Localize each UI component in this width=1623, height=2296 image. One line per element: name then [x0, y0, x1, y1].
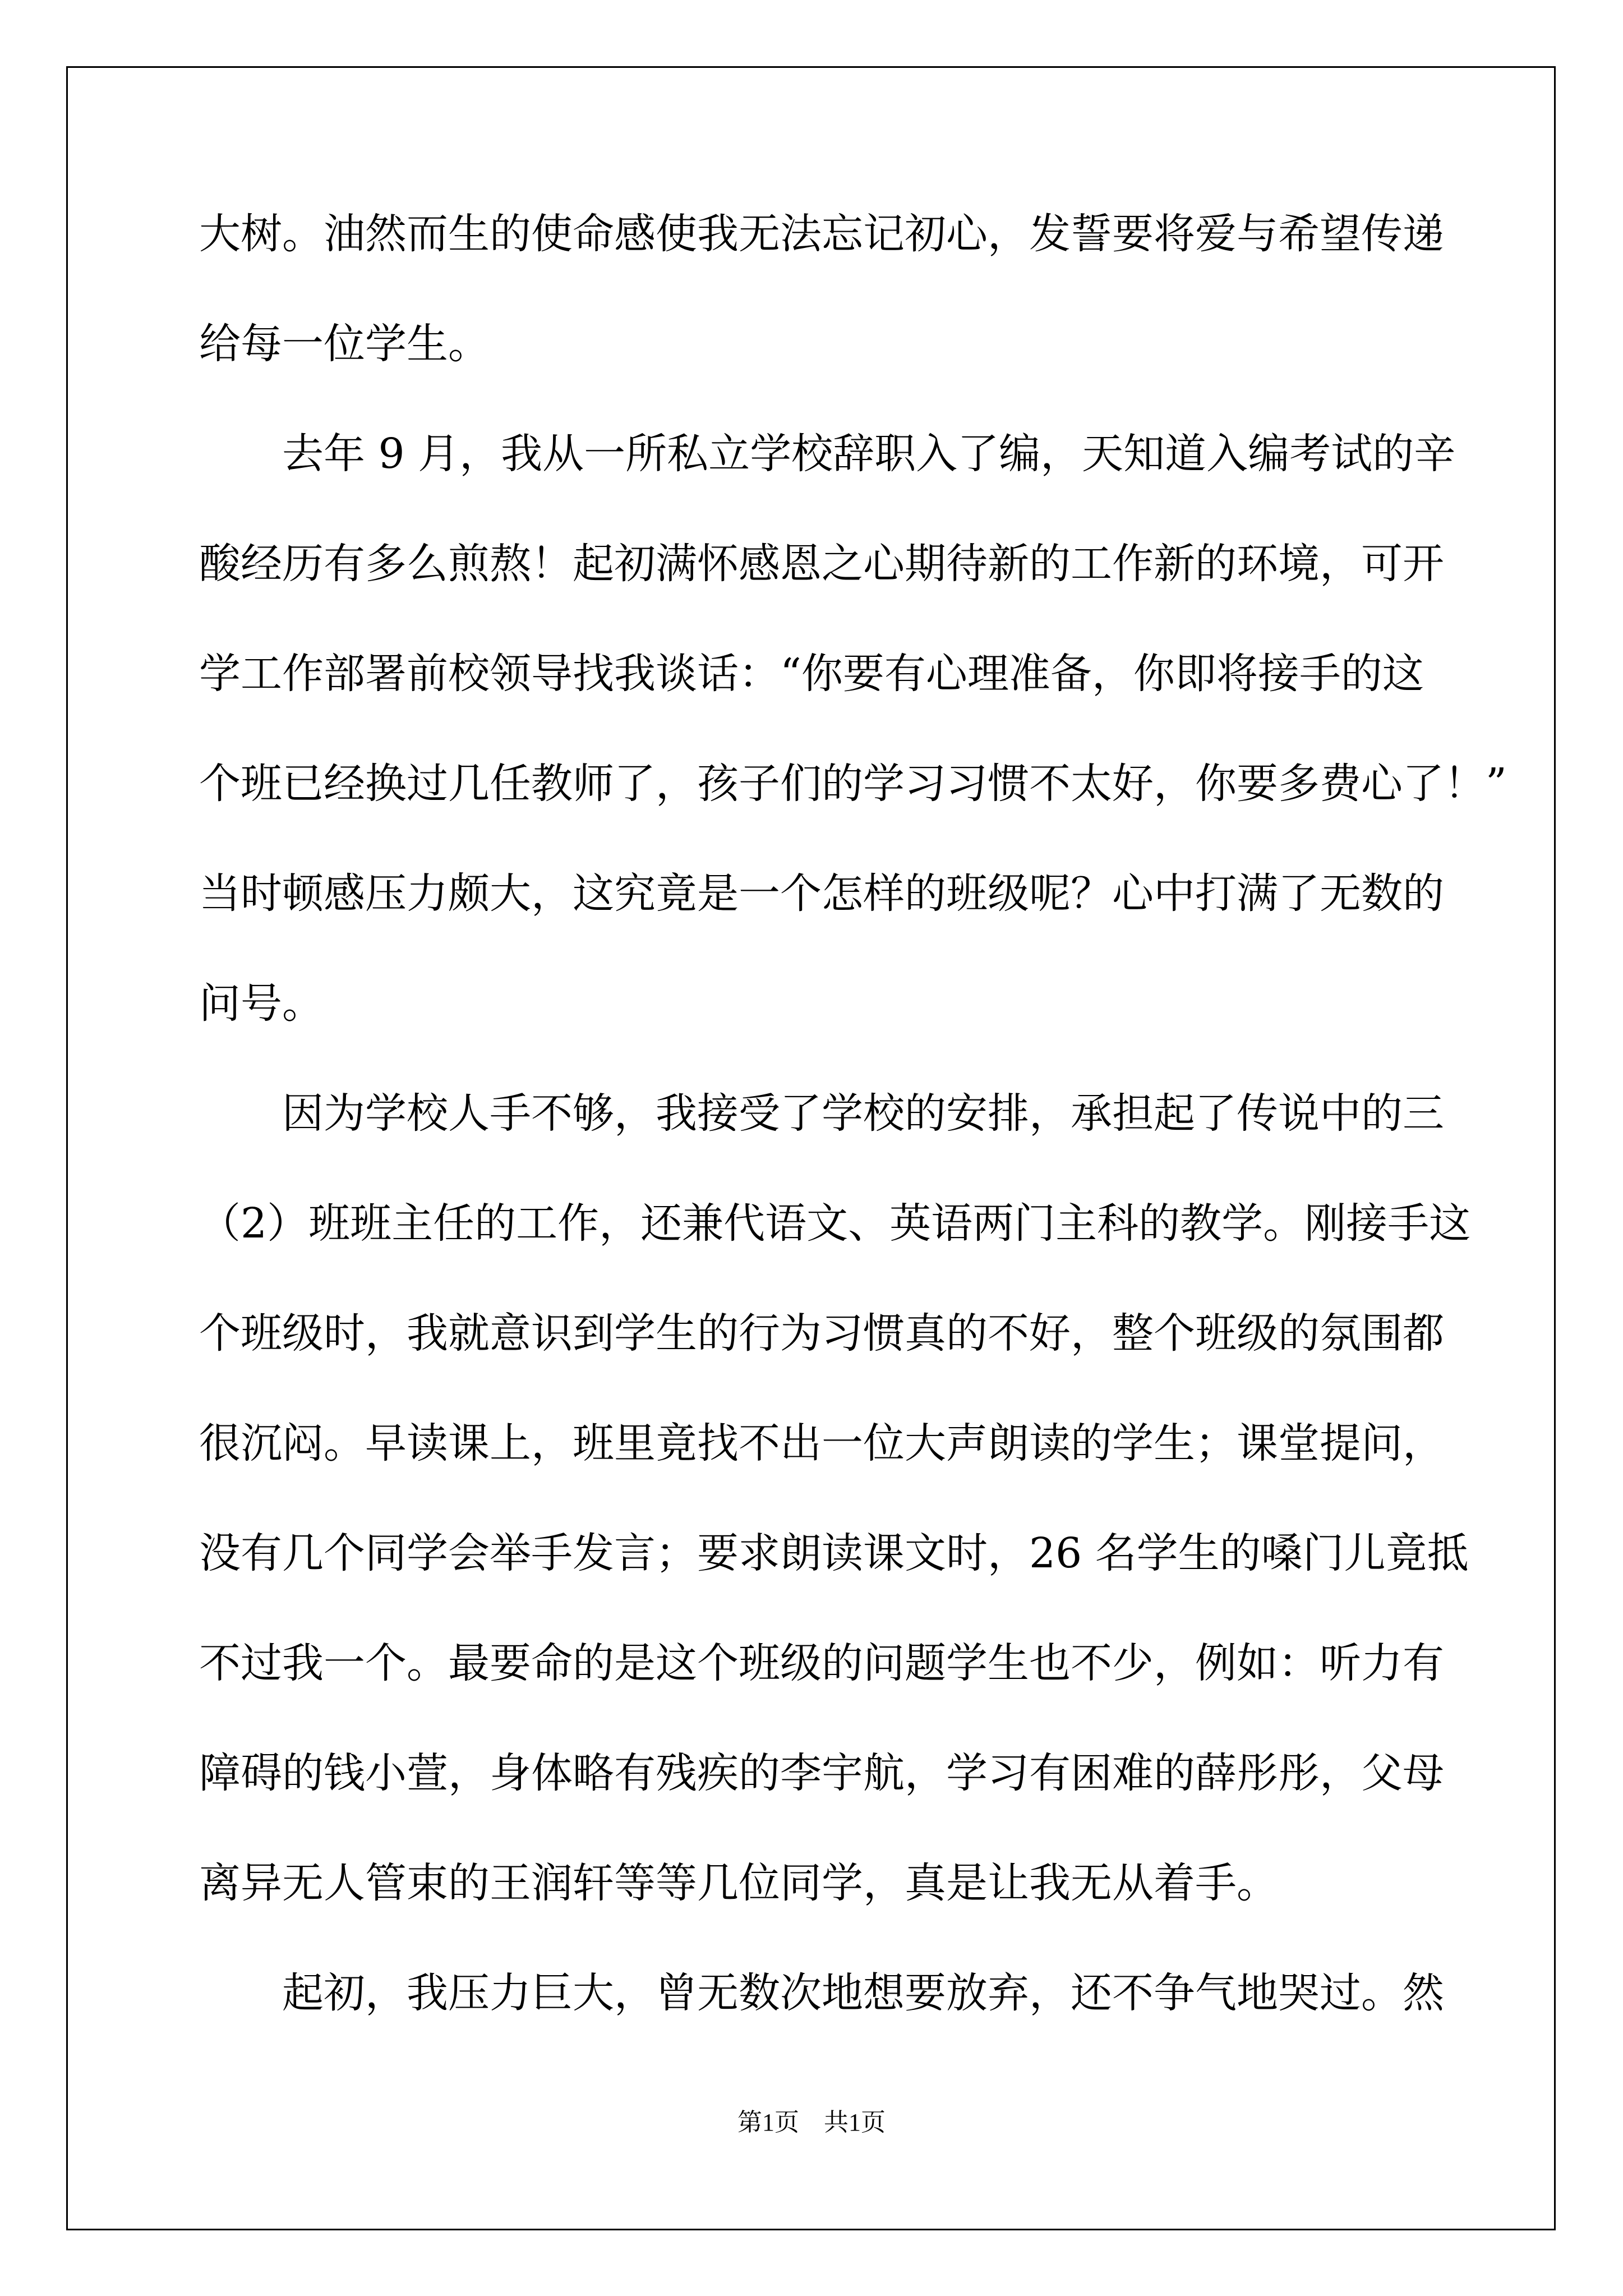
page-footer: 第1页 共1页 [737, 2109, 886, 2136]
text-line: 因为学校人手不够，我接受了学校的安排，承担起了传说中的三 [282, 1089, 1444, 1138]
text-line: 学工作部署前校领导找我谈话：“你要有心理准备，你即将接手的这 [199, 650, 1424, 698]
text-line: 个班已经换过几任教师了，孩子们的学习习惯不太好，你要多费心了！” [199, 760, 1507, 808]
document-body [199, 210, 1507, 2082]
text-line: 障碍的钱小萱，身体略有残疾的李宇航，学习有困难的薛彤彤，父母 [199, 1749, 1444, 1797]
text-line: 去年 9 月，我从一所私立学校辞职入了编，天知道入编考试的辛 [282, 430, 1456, 478]
text-line: 不过我一个。最要命的是这个班级的问题学生也不少，例如：听力有 [199, 1639, 1444, 1687]
text-line: 酸经历有多么煎熬！起初满怀感恩之心期待新的工作新的环境，可开 [199, 540, 1444, 588]
text-line: 离异无人管束的王润轩等等几位同学，真是让我无从着手。 [199, 1859, 1278, 1907]
text-line: 大树。油然而生的使命感使我无法忘记初心，发誓要将爱与希望传递 [199, 210, 1444, 258]
text-line: （2）班班主任的工作，还兼代语文、英语两门主科的教学。刚接手这 [199, 1199, 1471, 1248]
text-line: 起初，我压力巨大，曾无数次地想要放弃，还不争气地哭过。然 [282, 1969, 1444, 2017]
text-line: 当时顿感压力颇大，这究竟是一个怎样的班级呢？心中打满了无数的 [199, 869, 1444, 918]
text-line: 没有几个同学会举手发言；要求朗读课文时，26 名学生的嗓门儿竟抵 [199, 1529, 1469, 1577]
text-line: 个班级时，我就意识到学生的行为习惯真的不好，整个班级的氛围都 [199, 1309, 1444, 1358]
text-line: 很沉闷。早读课上，班里竟找不出一位大声朗读的学生；课堂提问， [199, 1419, 1444, 1467]
text-line: 问号。 [199, 979, 324, 1028]
text-line: 给每一位学生。 [199, 320, 490, 368]
